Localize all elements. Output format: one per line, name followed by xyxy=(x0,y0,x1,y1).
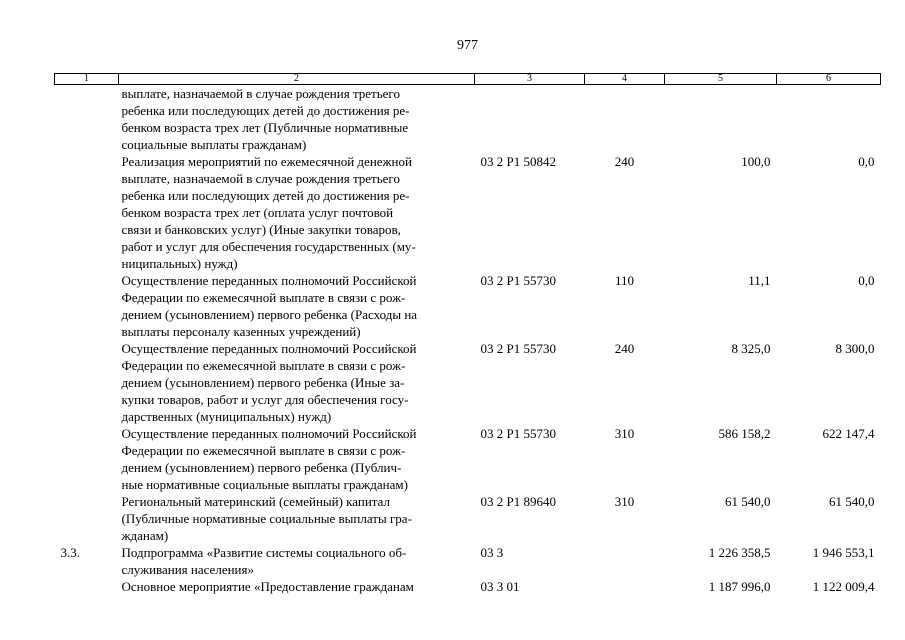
budget-table xyxy=(54,73,881,595)
description-line: связи и банковских услуг) (Иные закупки товаров, xyxy=(121,222,401,237)
description-line: жданам) xyxy=(121,528,169,543)
description-line: купки товаров, работ и услуг для обеспечения госу- xyxy=(121,392,409,407)
column-header-2: 2 xyxy=(119,74,475,85)
description-line: дением (усыновлением) первого ребенка (Публич- xyxy=(121,460,402,475)
row-amount-year2: 1 122 009,4 xyxy=(812,579,875,594)
table-row xyxy=(55,578,881,595)
description-line: выплате, назначаемой в случае рождения третьего xyxy=(121,171,400,186)
description-line: ребенка или последующих детей до достижения ре- xyxy=(121,103,410,118)
row-number xyxy=(55,340,119,425)
row-target-code: 03 2 P1 55730 xyxy=(480,426,556,441)
row-description xyxy=(119,544,475,578)
column-header-5: 5 xyxy=(665,74,777,85)
description-line: Федерации по ежемесячной выплате в связи с рож- xyxy=(121,443,406,458)
description-line: дением (усыновлением) первого ребенка (Иные за- xyxy=(121,375,405,390)
description-line: социальные выплаты гражданам) xyxy=(121,137,307,152)
row-target-code: 03 3 01 xyxy=(480,579,520,594)
row-expense-type xyxy=(585,544,665,578)
description-line: Федерации по ежемесячной выплате в связи с рож- xyxy=(121,358,406,373)
table-row xyxy=(55,493,881,544)
row-expense-type: 110 xyxy=(614,273,635,288)
row-description xyxy=(119,578,475,595)
table-header xyxy=(55,74,881,85)
table-row xyxy=(55,85,881,154)
row-target-code: 03 2 P1 89640 xyxy=(480,494,556,509)
description-line: Федерации по ежемесячной выплате в связи с рож- xyxy=(121,290,406,305)
description-line: дарственных (муниципальных) нужд) xyxy=(121,409,332,424)
description-line: ниципальных) нужд) xyxy=(121,256,238,271)
table-body xyxy=(55,85,881,596)
description-line: Осуществление переданных полномочий Российской xyxy=(121,341,417,356)
table-row xyxy=(55,272,881,340)
row-description xyxy=(119,425,475,493)
row-target-code: 03 2 P1 50842 xyxy=(480,154,556,169)
row-description xyxy=(119,493,475,544)
description-line: Осуществление переданных полномочий Российской xyxy=(121,273,417,288)
row-amount-year1: 1 226 358,5 xyxy=(708,545,771,560)
row-description xyxy=(119,272,475,340)
row-number xyxy=(55,578,119,595)
row-amount-year1: 1 187 996,0 xyxy=(708,579,771,594)
description-line: работ и услуг для обеспечения государственных (му- xyxy=(121,239,416,254)
row-amount-year2: 0,0 xyxy=(858,154,875,169)
row-target-code: 03 3 xyxy=(480,545,504,560)
table-row xyxy=(55,425,881,493)
description-line: Подпрограмма «Развитие системы социального об- xyxy=(121,545,407,560)
row-amount-year1: 586 158,2 xyxy=(718,426,771,441)
description-line: Основное мероприятие «Предоставление гражданам xyxy=(121,579,414,594)
row-number xyxy=(55,153,119,272)
row-number xyxy=(55,425,119,493)
description-line: Реализация мероприятий по ежемесячной денежной xyxy=(121,154,412,169)
row-description xyxy=(119,153,475,272)
description-line: выплате, назначаемой в случае рождения третьего xyxy=(121,86,400,101)
description-line: ребенка или последующих детей до достижения ре- xyxy=(121,188,410,203)
row-number xyxy=(55,272,119,340)
row-target-code: 03 2 P1 55730 xyxy=(480,341,556,356)
column-header-1: 1 xyxy=(55,74,119,85)
description-line: (Публичные нормативные социальные выплаты гра- xyxy=(121,511,412,526)
description-line: служивания населения» xyxy=(121,562,254,577)
description-line: бенком возраста трех лет (оплата услуг почтовой xyxy=(121,205,394,220)
row-amount-year1 xyxy=(665,85,777,154)
column-header-3: 3 xyxy=(475,74,585,85)
table-row xyxy=(55,340,881,425)
page-number: 977 xyxy=(457,38,478,53)
row-expense-type: 310 xyxy=(614,426,635,441)
row-target-code xyxy=(475,85,585,154)
row-amount-year2 xyxy=(777,85,881,154)
row-description xyxy=(119,85,475,154)
description-line: Осуществление переданных полномочий Российской xyxy=(121,426,417,441)
row-number xyxy=(55,85,119,154)
row-amount-year2: 8 300,0 xyxy=(835,341,875,356)
row-amount-year1: 61 540,0 xyxy=(725,494,771,509)
row-amount-year2: 1 946 553,1 xyxy=(812,545,875,560)
row-amount-year1: 11,1 xyxy=(748,273,771,288)
row-expense-type: 240 xyxy=(614,154,635,169)
description-line: бенком возраста трех лет (Публичные нормативные xyxy=(121,120,409,135)
row-amount-year1: 8 325,0 xyxy=(731,341,771,356)
column-header-6: 6 xyxy=(777,74,881,85)
table-row xyxy=(55,544,881,578)
row-expense-type xyxy=(585,85,665,154)
row-number xyxy=(55,493,119,544)
row-number: 3.3. xyxy=(60,545,80,560)
header-row xyxy=(55,74,881,85)
description-line: ные нормативные социальные выплаты гражданам) xyxy=(121,477,408,492)
row-target-code: 03 2 P1 55730 xyxy=(480,273,556,288)
row-amount-year1: 100,0 xyxy=(741,154,771,169)
description-line: выплаты персоналу казенных учреждений) xyxy=(121,324,361,339)
column-header-4: 4 xyxy=(585,74,665,85)
row-expense-type: 310 xyxy=(614,494,635,509)
row-amount-year2: 622 147,4 xyxy=(822,426,875,441)
row-expense-type: 240 xyxy=(614,341,635,356)
row-description xyxy=(119,340,475,425)
row-amount-year2: 0,0 xyxy=(858,273,875,288)
table-row xyxy=(55,153,881,272)
description-line: Региональный материнский (семейный) капитал xyxy=(121,494,391,509)
row-amount-year2: 61 540,0 xyxy=(829,494,875,509)
description-line: дением (усыновлением) первого ребенка (Расходы на xyxy=(121,307,418,322)
row-expense-type xyxy=(585,578,665,595)
